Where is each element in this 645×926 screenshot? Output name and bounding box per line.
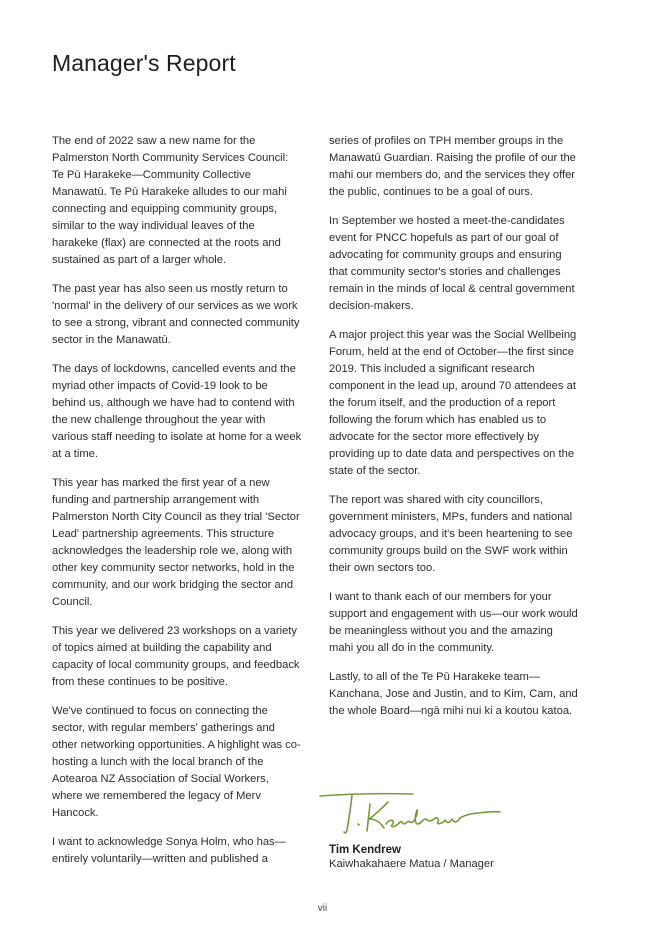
paragraph: The report was shared with city councillors, government ministers, MPs, funders and national advocacy groups, and it's been heartening to see community groups build on the SWF work within their own sectors too. [329,494,573,574]
paragraph: The days of lockdowns, cancelled events and the myriad other impacts of Covid-19 look to be behind us, although we have had to contend with the new challenge throughout the year with various staff needing to isolate at home for a week at a time. [52,363,302,460]
paragraph: I want to thank each of our members for your support and engagement with us—our work would be meaningless without you and the amazing mahi you all do in the community. [329,591,578,654]
signer-role: Kaiwhakahaere Matua / Manager [329,858,494,870]
page-number: vii [317,903,328,914]
paragraph: The past year has also seen us mostly return to 'normal' in the delivery of our services as we work to see a strong, vibrant and connected community sector in the Manawatū. [52,283,300,346]
paragraph: The end of 2022 saw a new name for the Palmerston North Community Services Council: Te Pū Harakeke—Community Collective Manawatū. Te Pū Harakeke alludes to our mahi connecting and equipping community groups, similar to the way individual leaves of the harakeke (flax) are connected at the roots and sustained as part of a larger whole. [52,135,289,266]
handwritten-signature [318,786,508,838]
paragraph: series of profiles on TPH member groups in the Manawatū Guardian. Raising the profile of our the mahi our members do, and the services they offer the public, continues to be a goal of ours. [329,135,576,198]
paragraph: We've continued to focus on connecting the sector, with regular members' gatherings and other networking opportunities. A highlight was co-hosting a lunch with the local branch of the Aotearoa NZ Association of Social Workers, where we remembered the legacy of Merv Hancock. [52,705,301,819]
paragraph: This year has marked the first year of a new funding and partnership arrangement with Palmerston North City Council as they trial 'Sector Lead' partnership agreements. This structure acknowledges the leadership role we, along with other key community sector networks, hold in the community, and our work bridging the sector and Council. [52,477,300,608]
signer-name: Tim Kendrew [329,844,401,856]
paragraph: Lastly, to all of the Te Pū Harakeke team—Kanchana, Jose and Justin, and to Kim, Cam, and the whole Board—ngā mihi nui ki a koutou katoa. [329,671,578,717]
paragraph: This year we delivered 23 workshops on a variety of topics aimed at building the capability and capacity of local community groups, and feedback from these continues to be positive. [52,625,300,688]
page-title: Manager's Report [52,50,236,76]
paragraph: I want to acknowledge Sonya Holm, who has—entirely voluntarily—written and published a [52,836,286,865]
left-column [52,133,302,880]
paragraph: In September we hosted a meet-the-candidates event for PNCC hopefuls as part of our goal of advocating for community groups and ensuring that community sector's stories and challenges remain in the minds of local & central government decision-makers. [329,215,575,312]
paragraph: A major project this year was the Social Wellbeing Forum, held at the end of October—the first since 2019. This included a significant research component in the lead up, around 70 attendees at the forum itself, and the production of a report following the forum which has enabled us to advocate for the sector more effectively by providing up to date data and perspectives on the state of the sector. [329,329,577,477]
right-column [329,133,579,732]
